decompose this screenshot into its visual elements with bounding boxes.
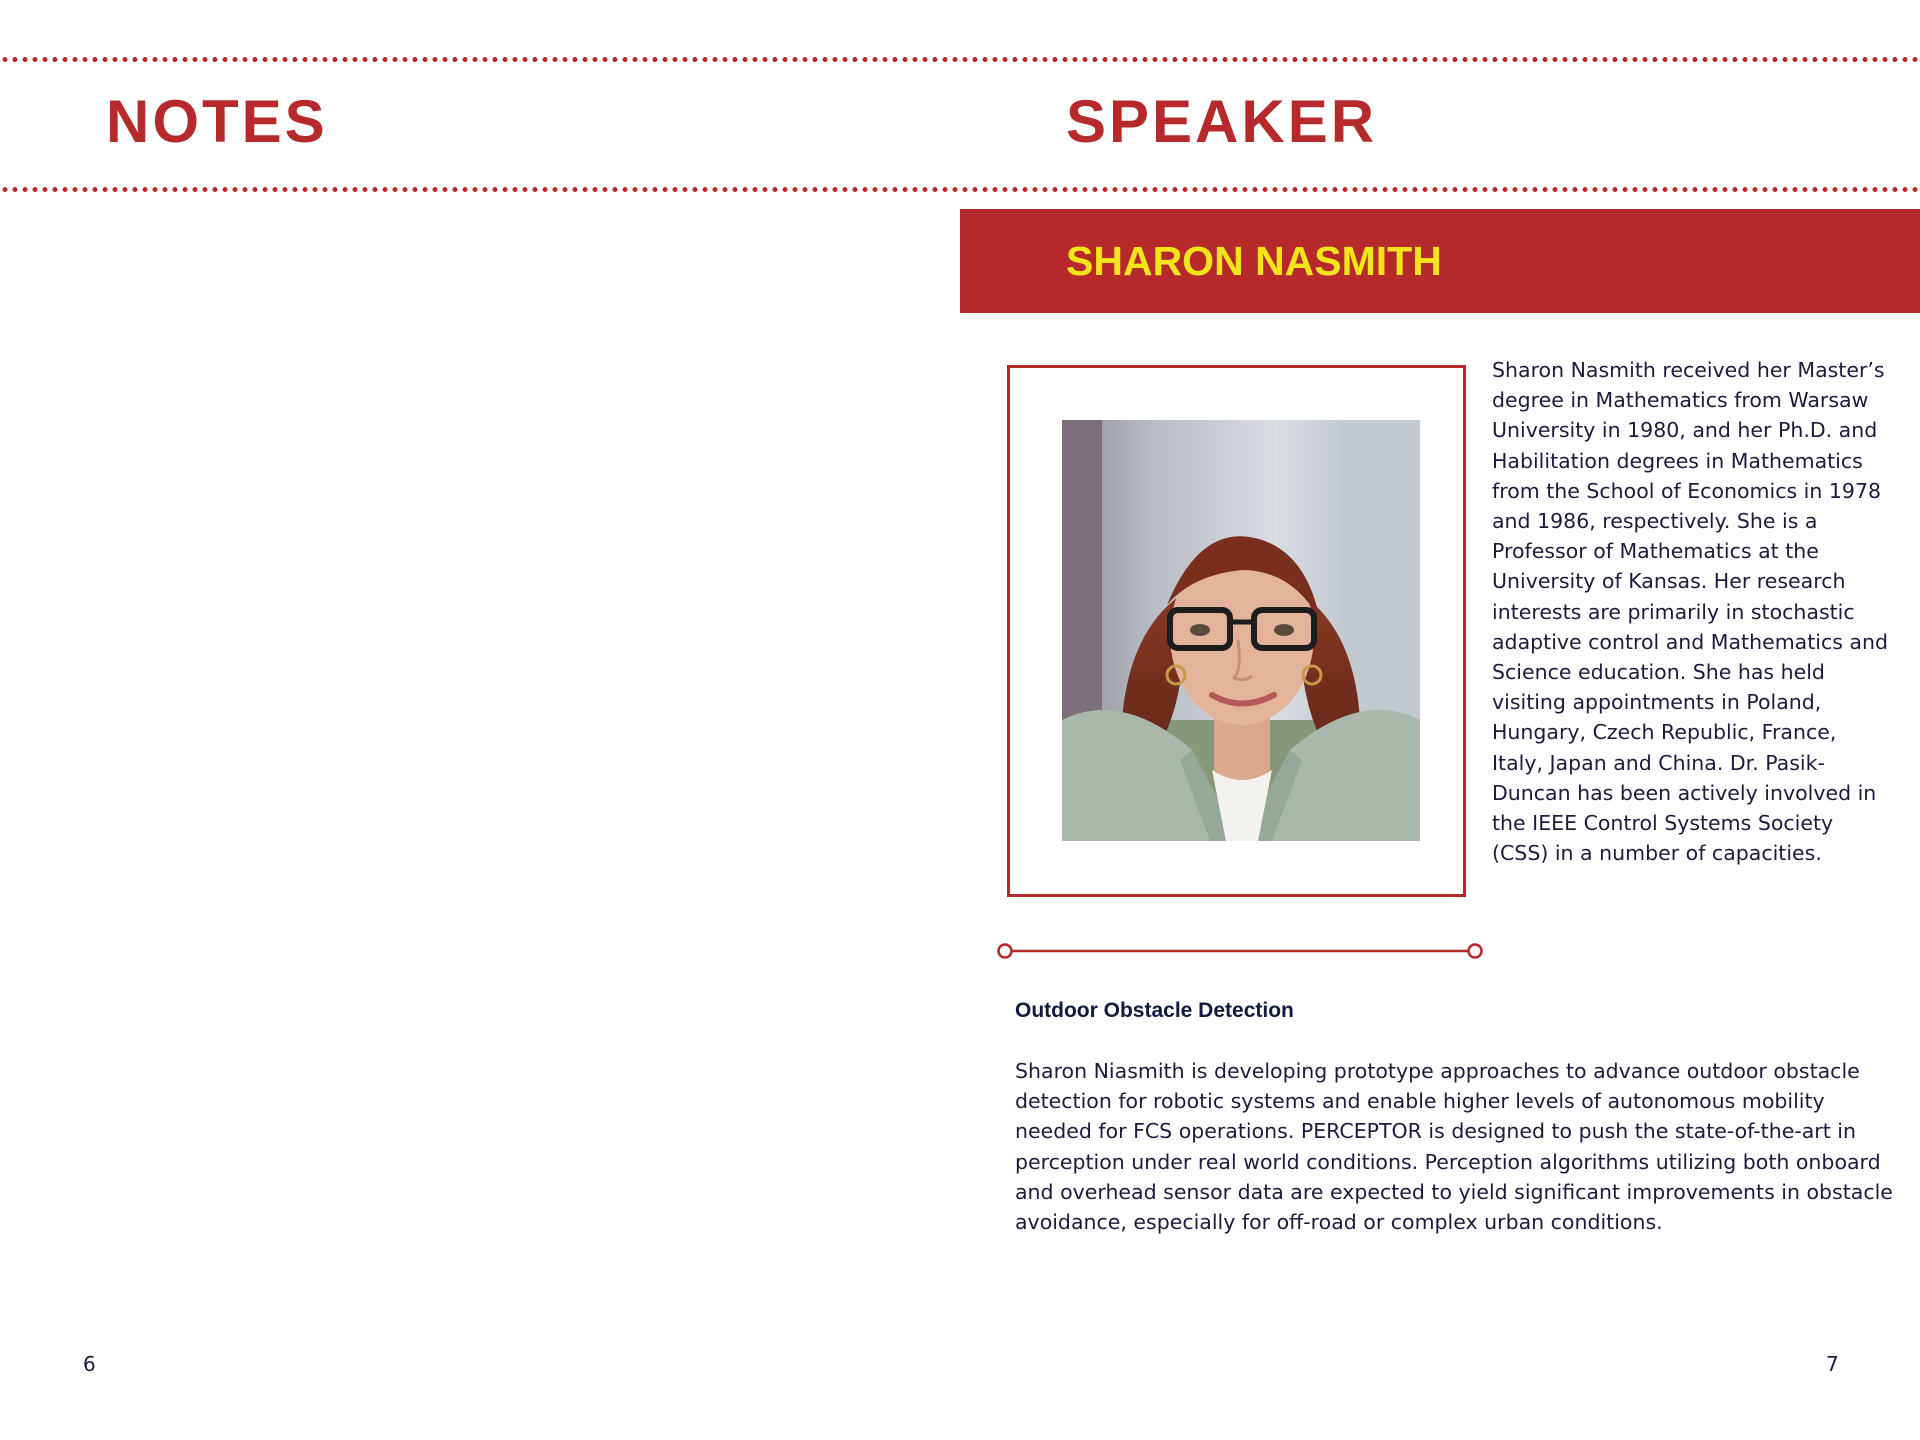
notes-heading: NOTES (106, 88, 328, 155)
speaker-photo-frame (1007, 365, 1466, 897)
speaker-photo (1062, 420, 1420, 841)
page-number-right: 7 (1826, 1352, 1839, 1376)
bottom-dotted-divider (0, 187, 1920, 192)
page-number-left: 6 (83, 1352, 96, 1376)
talk-description: Sharon Niasmith is developing prototype approaches to advance outdoor obstacle detection for robotic systems and enable higher levels of autonomous mobility needed for FCS operations. PERCEPTOR is designed to push the state-of-the-art in perception under real world conditions. Perception algorithms utilizing both onboard and overhead sensor data are expected to yield significant improvements in obstacle avoidance, especially for off-road or complex urban conditions. (1015, 1059, 1893, 1235)
speaker-name-band (960, 209, 1920, 313)
speaker-bio: Sharon Nasmith received her Master’s degree in Mathematics from Warsaw University in 1980, and her Ph.D. and Habilitation degrees in Mathematics from the School of Economics in 1978 and 1986, respectively. She is a Professor of Mathematics at the University of Kansas. Her research interests are primarily in stochastic adaptive control and Mathematics and Science education. She has held visiting appointments in Poland, Hungary, Czech Republic, France, Italy, Japan and China. Dr. Pasik-Duncan has been actively involved in the IEEE Control Systems Society (CSS) in a number of capacities. (1492, 358, 1888, 866)
top-dotted-divider (0, 57, 1920, 62)
talk-title: Outdoor Obstacle Detection (1015, 999, 1294, 1022)
decorative-connector-line (996, 942, 1484, 960)
speaker-name: SHARON NASMITH (1066, 238, 1442, 284)
speaker-heading: SPEAKER (1066, 88, 1378, 155)
